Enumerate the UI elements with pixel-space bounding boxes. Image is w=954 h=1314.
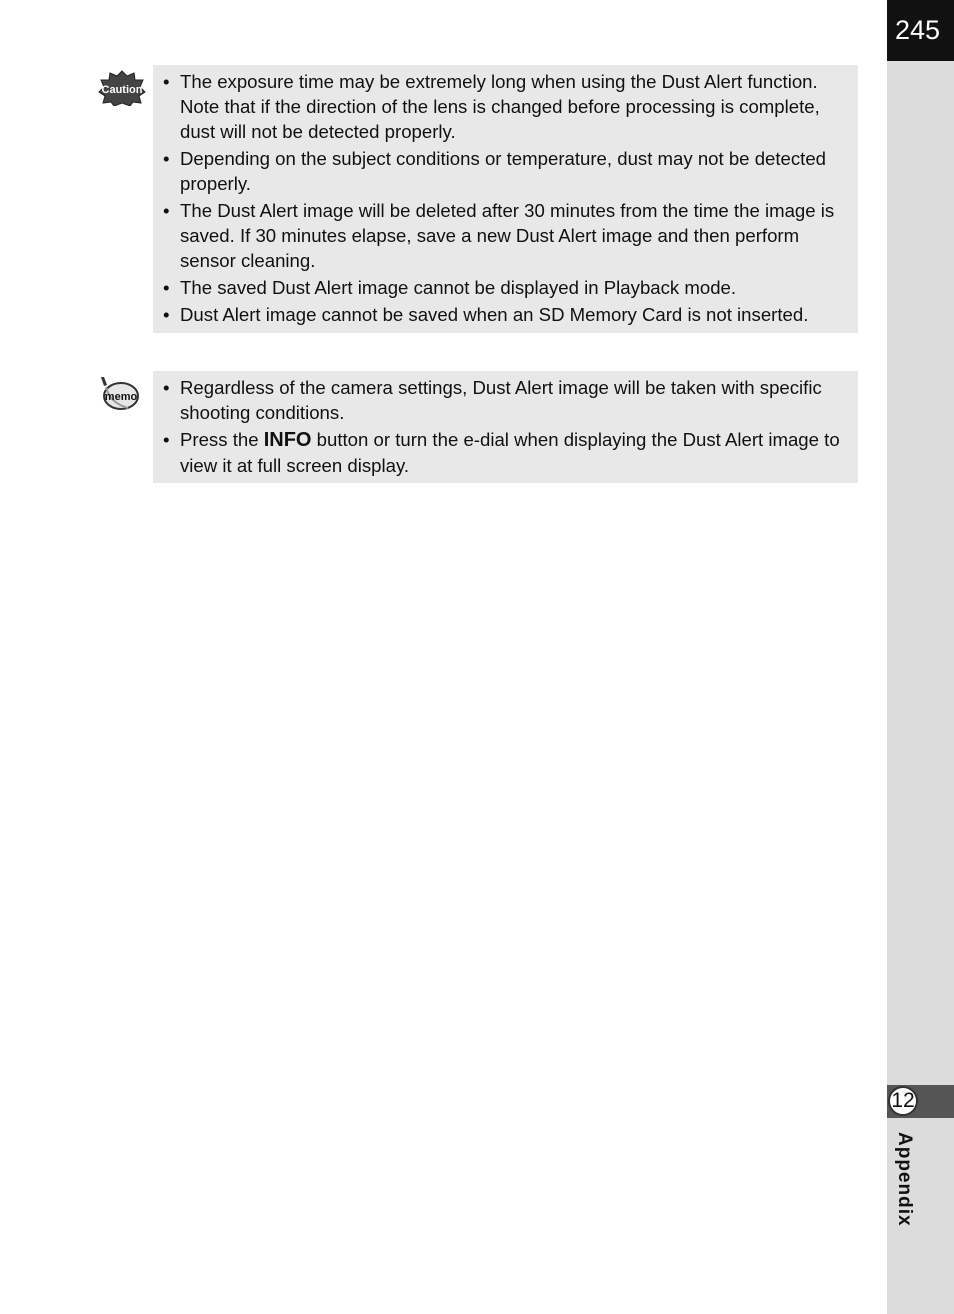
caution-item: • Depending on the subject conditions or temperature, dust may not be detected properly. <box>163 146 852 196</box>
caution-item: • The saved Dust Alert image cannot be displayed in Playback mode. <box>163 275 852 300</box>
memo-icon <box>98 375 140 411</box>
caution-item: • Dust Alert image cannot be saved when an SD Memory Card is not inserted. <box>163 302 852 327</box>
caution-item: • The Dust Alert image will be deleted after 30 minutes from the time the image is saved. If 30 minutes elapse, save a new Dust Alert image and then perform sensor cleaning. <box>163 198 852 273</box>
info-key-label: INFO <box>263 429 312 451</box>
caution-list <box>163 69 852 327</box>
page-number: 245 <box>887 0 954 61</box>
caution-box <box>153 65 858 333</box>
memo-item-text: Press the <box>180 429 264 450</box>
chapter-name: Appendix <box>894 1132 915 1227</box>
caution-icon-label: Caution <box>101 84 143 96</box>
memo-icon-label: memo <box>104 391 138 403</box>
memo-box <box>153 371 858 483</box>
memo-list <box>163 375 852 478</box>
caution-icon <box>98 70 146 106</box>
memo-item: • Regardless of the camera settings, Dust Alert image will be taken with specific shooting conditions. <box>163 375 852 425</box>
memo-item-text: button or turn the e-dial when displaying the Dust Alert image to view it at full screen display. <box>180 429 840 476</box>
chapter-number: 12 <box>888 1086 918 1116</box>
caution-item: • The exposure time may be extremely long when using the Dust Alert function. Note that if the direction of the lens is changed before processing is complete, dust will not be detected properly. <box>163 69 852 144</box>
memo-item <box>163 427 852 478</box>
